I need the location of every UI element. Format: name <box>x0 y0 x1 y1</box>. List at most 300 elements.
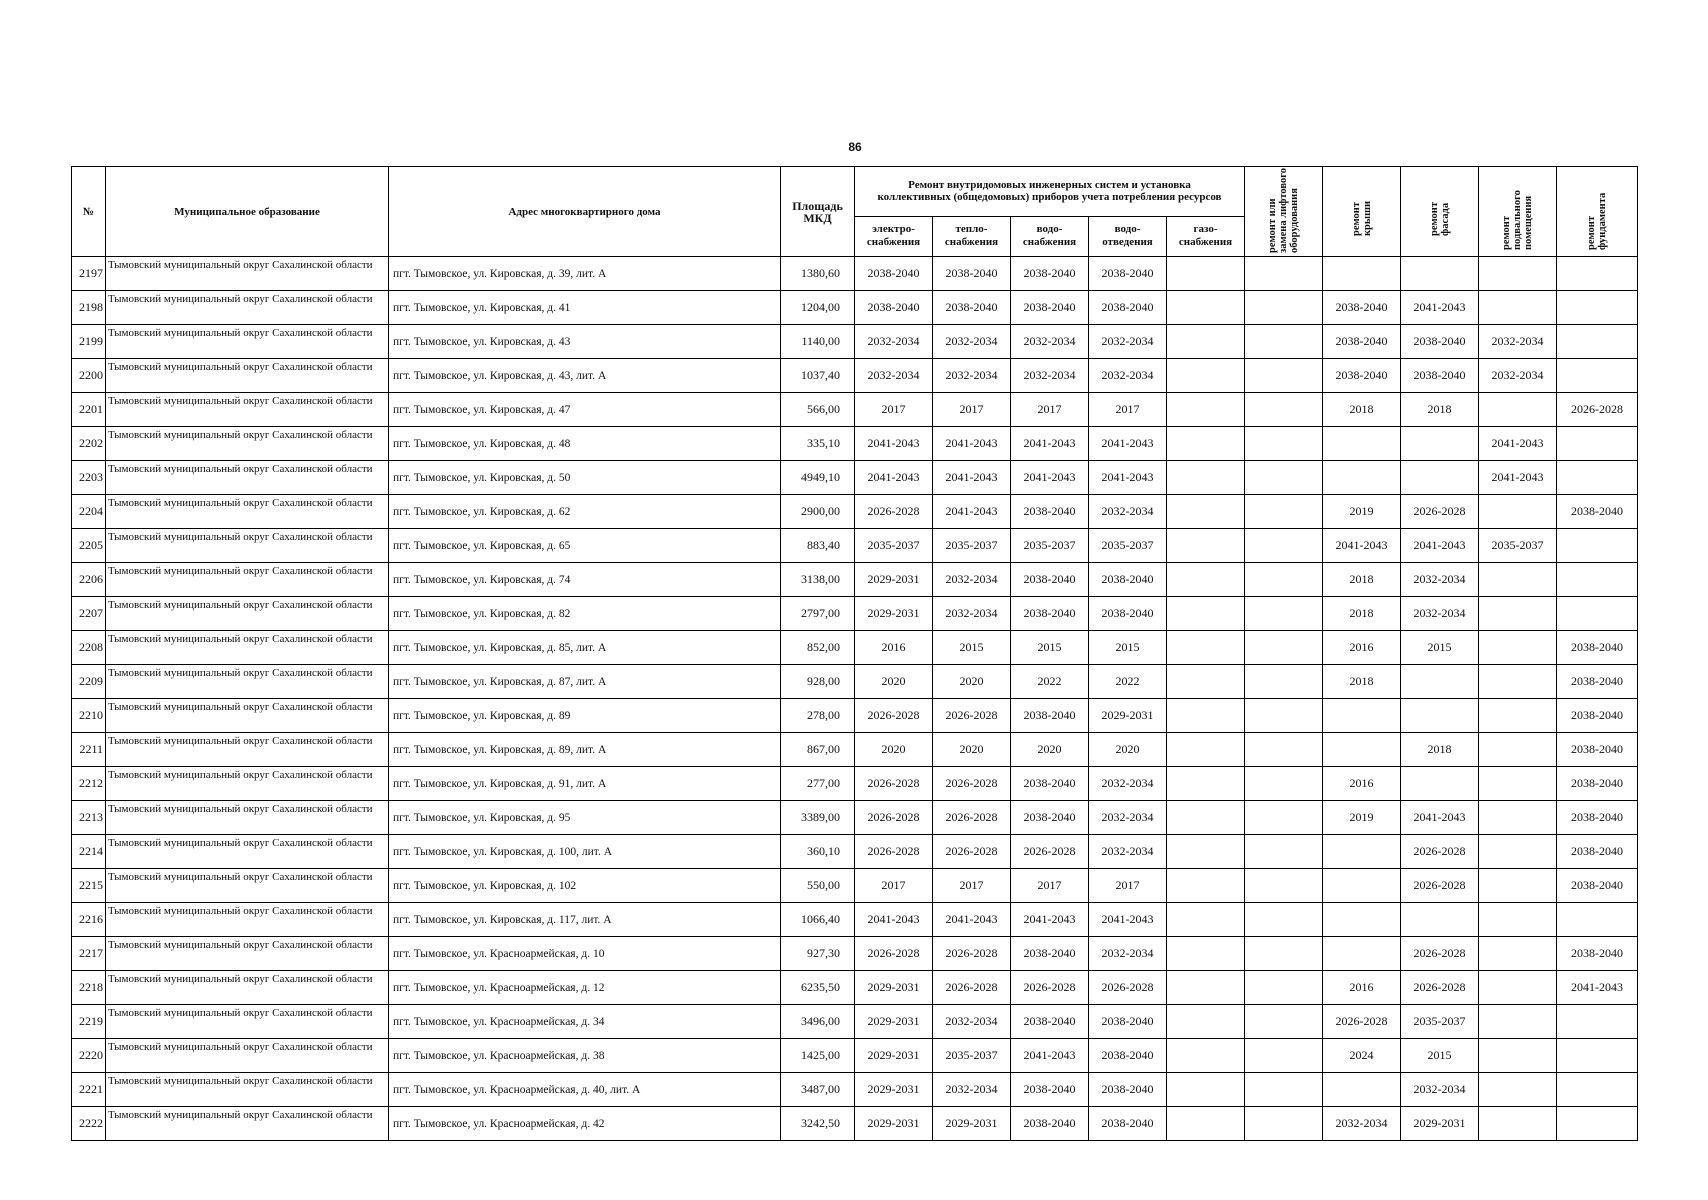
roof-cell <box>1323 461 1401 495</box>
roof-cell <box>1323 427 1401 461</box>
water-cell: 2026-2028 <box>1011 971 1089 1005</box>
area-cell: 335,10 <box>781 427 855 461</box>
heat-cell: 2032-2034 <box>933 359 1011 393</box>
row-number: 2198 <box>72 291 106 325</box>
roof-cell <box>1323 257 1401 291</box>
roof-cell <box>1323 835 1401 869</box>
basement-cell <box>1479 937 1557 971</box>
drain-cell: 2038-2040 <box>1089 1005 1167 1039</box>
electro-cell: 2041-2043 <box>855 461 933 495</box>
electro-cell: 2041-2043 <box>855 903 933 937</box>
facade-cell: 2026-2028 <box>1401 835 1479 869</box>
table-row <box>72 835 1638 869</box>
municipality-cell: Тымовский муниципальный округ Сахалинской области <box>106 869 389 903</box>
table-row <box>72 937 1638 971</box>
basement-cell <box>1479 597 1557 631</box>
gas-cell <box>1167 1107 1245 1141</box>
gas-cell <box>1167 869 1245 903</box>
foundation-cell: 2038-2040 <box>1557 733 1638 767</box>
gas-cell <box>1167 767 1245 801</box>
heat-cell: 2026-2028 <box>933 699 1011 733</box>
area-cell: 2797,00 <box>781 597 855 631</box>
electro-cell: 2020 <box>855 665 933 699</box>
row-number: 2211 <box>72 733 106 767</box>
drain-cell: 2020 <box>1089 733 1167 767</box>
roof-cell <box>1323 869 1401 903</box>
basement-cell <box>1479 869 1557 903</box>
elevator-cell <box>1245 257 1323 291</box>
elevator-cell <box>1245 903 1323 937</box>
electro-cell: 2020 <box>855 733 933 767</box>
roof-cell: 2019 <box>1323 801 1401 835</box>
elevator-cell <box>1245 1073 1323 1107</box>
drain-cell: 2032-2034 <box>1089 495 1167 529</box>
row-number: 2220 <box>72 1039 106 1073</box>
heat-cell: 2035-2037 <box>933 1039 1011 1073</box>
area-cell: 2900,00 <box>781 495 855 529</box>
municipality-cell: Тымовский муниципальный округ Сахалинской области <box>106 1107 389 1141</box>
elevator-cell <box>1245 631 1323 665</box>
drain-cell: 2041-2043 <box>1089 903 1167 937</box>
table-row <box>72 393 1638 427</box>
basement-cell <box>1479 495 1557 529</box>
roof-cell: 2038-2040 <box>1323 359 1401 393</box>
facade-cell: 2018 <box>1401 393 1479 427</box>
area-cell: 1380,60 <box>781 257 855 291</box>
drain-cell: 2038-2040 <box>1089 1107 1167 1141</box>
area-cell: 867,00 <box>781 733 855 767</box>
basement-cell <box>1479 1005 1557 1039</box>
address-cell: пгт. Тымовское, ул. Красноармейская, д. 42 <box>389 1107 781 1141</box>
basement-cell <box>1479 699 1557 733</box>
electro-cell: 2041-2043 <box>855 427 933 461</box>
roof-cell: 2018 <box>1323 393 1401 427</box>
foundation-cell <box>1557 1039 1638 1073</box>
heat-cell: 2032-2034 <box>933 597 1011 631</box>
municipality-cell: Тымовский муниципальный округ Сахалинской области <box>106 699 389 733</box>
heat-cell: 2026-2028 <box>933 801 1011 835</box>
gas-cell <box>1167 835 1245 869</box>
header-area: Площадь МКД <box>781 167 855 257</box>
table-row <box>72 461 1638 495</box>
row-number: 2217 <box>72 937 106 971</box>
municipality-cell: Тымовский муниципальный округ Сахалинской области <box>106 597 389 631</box>
drain-cell: 2029-2031 <box>1089 699 1167 733</box>
foundation-cell: 2038-2040 <box>1557 835 1638 869</box>
municipality-cell: Тымовский муниципальный округ Сахалинской области <box>106 495 389 529</box>
area-cell: 550,00 <box>781 869 855 903</box>
heat-cell: 2029-2031 <box>933 1107 1011 1141</box>
header-municipality: Муниципальное образование <box>106 167 389 257</box>
facade-cell: 2029-2031 <box>1401 1107 1479 1141</box>
heat-cell: 2041-2043 <box>933 427 1011 461</box>
area-cell: 3138,00 <box>781 563 855 597</box>
foundation-cell <box>1557 257 1638 291</box>
address-cell: пгт. Тымовское, ул. Кировская, д. 41 <box>389 291 781 325</box>
drain-cell: 2032-2034 <box>1089 937 1167 971</box>
row-number: 2208 <box>72 631 106 665</box>
table-row <box>72 699 1638 733</box>
table-row <box>72 325 1638 359</box>
facade-cell: 2041-2043 <box>1401 291 1479 325</box>
heat-cell: 2032-2034 <box>933 563 1011 597</box>
water-cell: 2035-2037 <box>1011 529 1089 563</box>
foundation-cell: 2038-2040 <box>1557 495 1638 529</box>
facade-cell: 2026-2028 <box>1401 971 1479 1005</box>
roof-cell <box>1323 937 1401 971</box>
basement-cell <box>1479 1039 1557 1073</box>
water-cell: 2032-2034 <box>1011 359 1089 393</box>
header-water: водо- снабжения <box>1011 216 1089 256</box>
roof-cell: 2026-2028 <box>1323 1005 1401 1039</box>
table-row <box>72 1107 1638 1141</box>
table-row <box>72 733 1638 767</box>
elevator-cell <box>1245 495 1323 529</box>
electro-cell: 2026-2028 <box>855 495 933 529</box>
foundation-cell <box>1557 597 1638 631</box>
gas-cell <box>1167 665 1245 699</box>
water-cell: 2015 <box>1011 631 1089 665</box>
row-number: 2204 <box>72 495 106 529</box>
facade-cell: 2041-2043 <box>1401 801 1479 835</box>
foundation-cell <box>1557 563 1638 597</box>
foundation-cell <box>1557 359 1638 393</box>
header-basement: ремонт подвального помещения <box>1501 190 1534 250</box>
basement-cell <box>1479 733 1557 767</box>
table-row <box>72 903 1638 937</box>
drain-cell: 2038-2040 <box>1089 1073 1167 1107</box>
address-cell: пгт. Тымовское, ул. Кировская, д. 82 <box>389 597 781 631</box>
page-number: 86 <box>848 140 862 154</box>
foundation-cell <box>1557 325 1638 359</box>
elevator-cell <box>1245 597 1323 631</box>
basement-cell <box>1479 563 1557 597</box>
foundation-cell: 2038-2040 <box>1557 699 1638 733</box>
water-cell: 2038-2040 <box>1011 1005 1089 1039</box>
header-foundation: ремонт фундамента <box>1586 192 1608 250</box>
heat-cell: 2026-2028 <box>933 971 1011 1005</box>
municipality-cell: Тымовский муниципальный округ Сахалинской области <box>106 903 389 937</box>
row-number: 2215 <box>72 869 106 903</box>
area-cell: 928,00 <box>781 665 855 699</box>
area-cell: 1037,40 <box>781 359 855 393</box>
header-no: № <box>72 167 106 257</box>
elevator-cell <box>1245 529 1323 563</box>
electro-cell: 2026-2028 <box>855 937 933 971</box>
address-cell: пгт. Тымовское, ул. Красноармейская, д. 10 <box>389 937 781 971</box>
foundation-cell <box>1557 1107 1638 1141</box>
table-row <box>72 971 1638 1005</box>
facade-cell: 2032-2034 <box>1401 1073 1479 1107</box>
electro-cell: 2026-2028 <box>855 835 933 869</box>
repair-schedule-table <box>71 166 1638 1141</box>
row-number: 2209 <box>72 665 106 699</box>
electro-cell: 2026-2028 <box>855 699 933 733</box>
header-gas: газо- снабжения <box>1167 216 1245 256</box>
facade-cell: 2026-2028 <box>1401 869 1479 903</box>
electro-cell: 2016 <box>855 631 933 665</box>
row-number: 2201 <box>72 393 106 427</box>
row-number: 2219 <box>72 1005 106 1039</box>
electro-cell: 2029-2031 <box>855 1107 933 1141</box>
table-row <box>72 801 1638 835</box>
table-row <box>72 563 1638 597</box>
header-electro: электро- снабжения <box>855 216 933 256</box>
electro-cell: 2029-2031 <box>855 597 933 631</box>
gas-cell <box>1167 461 1245 495</box>
drain-cell: 2041-2043 <box>1089 427 1167 461</box>
address-cell: пгт. Тымовское, ул. Кировская, д. 43 <box>389 325 781 359</box>
elevator-cell <box>1245 427 1323 461</box>
drain-cell: 2032-2034 <box>1089 835 1167 869</box>
heat-cell: 2041-2043 <box>933 903 1011 937</box>
drain-cell: 2022 <box>1089 665 1167 699</box>
header-facade-cell <box>1401 167 1479 257</box>
municipality-cell: Тымовский муниципальный округ Сахалинской области <box>106 257 389 291</box>
gas-cell <box>1167 597 1245 631</box>
row-number: 2221 <box>72 1073 106 1107</box>
water-cell: 2038-2040 <box>1011 801 1089 835</box>
elevator-cell <box>1245 393 1323 427</box>
address-cell: пгт. Тымовское, ул. Красноармейская, д. 34 <box>389 1005 781 1039</box>
roof-cell: 2018 <box>1323 563 1401 597</box>
basement-cell <box>1479 1073 1557 1107</box>
area-cell: 1066,40 <box>781 903 855 937</box>
basement-cell <box>1479 257 1557 291</box>
municipality-cell: Тымовский муниципальный округ Сахалинской области <box>106 665 389 699</box>
address-cell: пгт. Тымовское, ул. Кировская, д. 102 <box>389 869 781 903</box>
basement-cell <box>1479 393 1557 427</box>
area-cell: 278,00 <box>781 699 855 733</box>
drain-cell: 2032-2034 <box>1089 801 1167 835</box>
header-systems-group: Ремонт внутридомовых инженерных систем и установка коллективных (общедомовых) приборов учета потребления ресурсов <box>855 167 1245 217</box>
heat-cell: 2032-2034 <box>933 1073 1011 1107</box>
gas-cell <box>1167 359 1245 393</box>
basement-cell: 2032-2034 <box>1479 325 1557 359</box>
water-cell: 2026-2028 <box>1011 835 1089 869</box>
water-cell: 2038-2040 <box>1011 767 1089 801</box>
address-cell: пгт. Тымовское, ул. Кировская, д. 39, лит. А <box>389 257 781 291</box>
address-cell: пгт. Тымовское, ул. Кировская, д. 48 <box>389 427 781 461</box>
address-cell: пгт. Тымовское, ул. Кировская, д. 85, лит. А <box>389 631 781 665</box>
foundation-cell <box>1557 461 1638 495</box>
basement-cell: 2035-2037 <box>1479 529 1557 563</box>
foundation-cell: 2038-2040 <box>1557 869 1638 903</box>
electro-cell: 2038-2040 <box>855 291 933 325</box>
municipality-cell: Тымовский муниципальный округ Сахалинской области <box>106 427 389 461</box>
heat-cell: 2026-2028 <box>933 835 1011 869</box>
gas-cell <box>1167 393 1245 427</box>
elevator-cell <box>1245 325 1323 359</box>
facade-cell <box>1401 461 1479 495</box>
gas-cell <box>1167 529 1245 563</box>
drain-cell: 2026-2028 <box>1089 971 1167 1005</box>
facade-cell <box>1401 665 1479 699</box>
heat-cell: 2015 <box>933 631 1011 665</box>
water-cell: 2038-2040 <box>1011 597 1089 631</box>
area-cell: 4949,10 <box>781 461 855 495</box>
header-facade: ремонт фасада <box>1428 202 1451 236</box>
municipality-cell: Тымовский муниципальный округ Сахалинской области <box>106 1005 389 1039</box>
address-cell: пгт. Тымовское, ул. Кировская, д. 62 <box>389 495 781 529</box>
gas-cell <box>1167 1005 1245 1039</box>
roof-cell <box>1323 699 1401 733</box>
table-row <box>72 529 1638 563</box>
electro-cell: 2026-2028 <box>855 801 933 835</box>
water-cell: 2038-2040 <box>1011 563 1089 597</box>
area-cell: 566,00 <box>781 393 855 427</box>
heat-cell: 2032-2034 <box>933 325 1011 359</box>
address-cell: пгт. Тымовское, ул. Красноармейская, д. 12 <box>389 971 781 1005</box>
electro-cell: 2029-2031 <box>855 1005 933 1039</box>
heat-cell: 2020 <box>933 665 1011 699</box>
facade-cell <box>1401 427 1479 461</box>
header-roof: ремонт крыши <box>1350 200 1373 236</box>
water-cell: 2041-2043 <box>1011 1039 1089 1073</box>
address-cell: пгт. Тымовское, ул. Кировская, д. 89, лит. А <box>389 733 781 767</box>
gas-cell <box>1167 563 1245 597</box>
address-cell: пгт. Тымовское, ул. Кировская, д. 43, лит. А <box>389 359 781 393</box>
row-number: 2216 <box>72 903 106 937</box>
address-cell: пгт. Тымовское, ул. Кировская, д. 95 <box>389 801 781 835</box>
basement-cell <box>1479 1107 1557 1141</box>
address-cell: пгт. Тымовское, ул. Кировская, д. 65 <box>389 529 781 563</box>
water-cell: 2038-2040 <box>1011 257 1089 291</box>
elevator-cell <box>1245 1005 1323 1039</box>
table-row <box>72 359 1638 393</box>
table-row <box>72 257 1638 291</box>
roof-cell: 2038-2040 <box>1323 325 1401 359</box>
facade-cell: 2015 <box>1401 1039 1479 1073</box>
gas-cell <box>1167 699 1245 733</box>
foundation-cell: 2038-2040 <box>1557 801 1638 835</box>
gas-cell <box>1167 971 1245 1005</box>
water-cell: 2041-2043 <box>1011 461 1089 495</box>
municipality-cell: Тымовский муниципальный округ Сахалинской области <box>106 393 389 427</box>
address-cell: пгт. Тымовское, ул. Кировская, д. 47 <box>389 393 781 427</box>
area-cell: 3389,00 <box>781 801 855 835</box>
water-cell: 2038-2040 <box>1011 1107 1089 1141</box>
municipality-cell: Тымовский муниципальный округ Сахалинской области <box>106 461 389 495</box>
heat-cell: 2020 <box>933 733 1011 767</box>
area-cell: 3496,00 <box>781 1005 855 1039</box>
table-row <box>72 767 1638 801</box>
header-elevator: ремонт или замена лифтового оборудования <box>1267 167 1300 253</box>
water-cell: 2038-2040 <box>1011 1073 1089 1107</box>
area-cell: 852,00 <box>781 631 855 665</box>
facade-cell: 2026-2028 <box>1401 937 1479 971</box>
table-row <box>72 1073 1638 1107</box>
gas-cell <box>1167 291 1245 325</box>
facade-cell: 2038-2040 <box>1401 359 1479 393</box>
roof-cell: 2038-2040 <box>1323 291 1401 325</box>
roof-cell: 2016 <box>1323 971 1401 1005</box>
table-row <box>72 597 1638 631</box>
gas-cell <box>1167 427 1245 461</box>
electro-cell: 2029-2031 <box>855 971 933 1005</box>
foundation-cell: 2041-2043 <box>1557 971 1638 1005</box>
row-number: 2205 <box>72 529 106 563</box>
roof-cell <box>1323 903 1401 937</box>
address-cell: пгт. Тымовское, ул. Кировская, д. 117, лит. А <box>389 903 781 937</box>
foundation-cell: 2038-2040 <box>1557 631 1638 665</box>
electro-cell: 2035-2037 <box>855 529 933 563</box>
municipality-cell: Тымовский муниципальный округ Сахалинской области <box>106 1039 389 1073</box>
row-number: 2206 <box>72 563 106 597</box>
row-number: 2212 <box>72 767 106 801</box>
address-cell: пгт. Тымовское, ул. Кировская, д. 89 <box>389 699 781 733</box>
municipality-cell: Тымовский муниципальный округ Сахалинской области <box>106 937 389 971</box>
row-number: 2214 <box>72 835 106 869</box>
municipality-cell: Тымовский муниципальный округ Сахалинской области <box>106 971 389 1005</box>
elevator-cell <box>1245 937 1323 971</box>
gas-cell <box>1167 631 1245 665</box>
municipality-cell: Тымовский муниципальный округ Сахалинской области <box>106 631 389 665</box>
electro-cell: 2032-2034 <box>855 325 933 359</box>
foundation-cell <box>1557 529 1638 563</box>
water-cell: 2038-2040 <box>1011 495 1089 529</box>
heat-cell: 2038-2040 <box>933 291 1011 325</box>
foundation-cell: 2038-2040 <box>1557 665 1638 699</box>
elevator-cell <box>1245 359 1323 393</box>
heat-cell: 2038-2040 <box>933 257 1011 291</box>
elevator-cell <box>1245 767 1323 801</box>
header-drain: водо- отведения <box>1089 216 1167 256</box>
foundation-cell <box>1557 1005 1638 1039</box>
roof-cell: 2016 <box>1323 631 1401 665</box>
facade-cell <box>1401 699 1479 733</box>
water-cell: 2022 <box>1011 665 1089 699</box>
row-number: 2210 <box>72 699 106 733</box>
table-row <box>72 495 1638 529</box>
row-number: 2199 <box>72 325 106 359</box>
water-cell: 2032-2034 <box>1011 325 1089 359</box>
basement-cell <box>1479 971 1557 1005</box>
municipality-cell: Тымовский муниципальный округ Сахалинской области <box>106 835 389 869</box>
gas-cell <box>1167 325 1245 359</box>
elevator-cell <box>1245 801 1323 835</box>
row-number: 2197 <box>72 257 106 291</box>
table-row <box>72 631 1638 665</box>
basement-cell <box>1479 903 1557 937</box>
area-cell: 3487,00 <box>781 1073 855 1107</box>
water-cell: 2038-2040 <box>1011 291 1089 325</box>
table-body <box>72 257 1638 1141</box>
basement-cell <box>1479 291 1557 325</box>
row-number: 2222 <box>72 1107 106 1141</box>
water-cell: 2038-2040 <box>1011 699 1089 733</box>
facade-cell: 2032-2034 <box>1401 597 1479 631</box>
foundation-cell: 2026-2028 <box>1557 393 1638 427</box>
gas-cell <box>1167 495 1245 529</box>
municipality-cell: Тымовский муниципальный округ Сахалинской области <box>106 563 389 597</box>
gas-cell <box>1167 937 1245 971</box>
basement-cell <box>1479 767 1557 801</box>
municipality-cell: Тымовский муниципальный округ Сахалинской области <box>106 325 389 359</box>
elevator-cell <box>1245 733 1323 767</box>
address-cell: пгт. Тымовское, ул. Кировская, д. 74 <box>389 563 781 597</box>
water-cell: 2041-2043 <box>1011 903 1089 937</box>
header-basement-cell <box>1479 167 1557 257</box>
gas-cell <box>1167 1039 1245 1073</box>
roof-cell: 2024 <box>1323 1039 1401 1073</box>
water-cell: 2017 <box>1011 869 1089 903</box>
heat-cell: 2017 <box>933 869 1011 903</box>
foundation-cell: 2038-2040 <box>1557 767 1638 801</box>
basement-cell: 2032-2034 <box>1479 359 1557 393</box>
foundation-cell <box>1557 1073 1638 1107</box>
drain-cell: 2038-2040 <box>1089 563 1167 597</box>
